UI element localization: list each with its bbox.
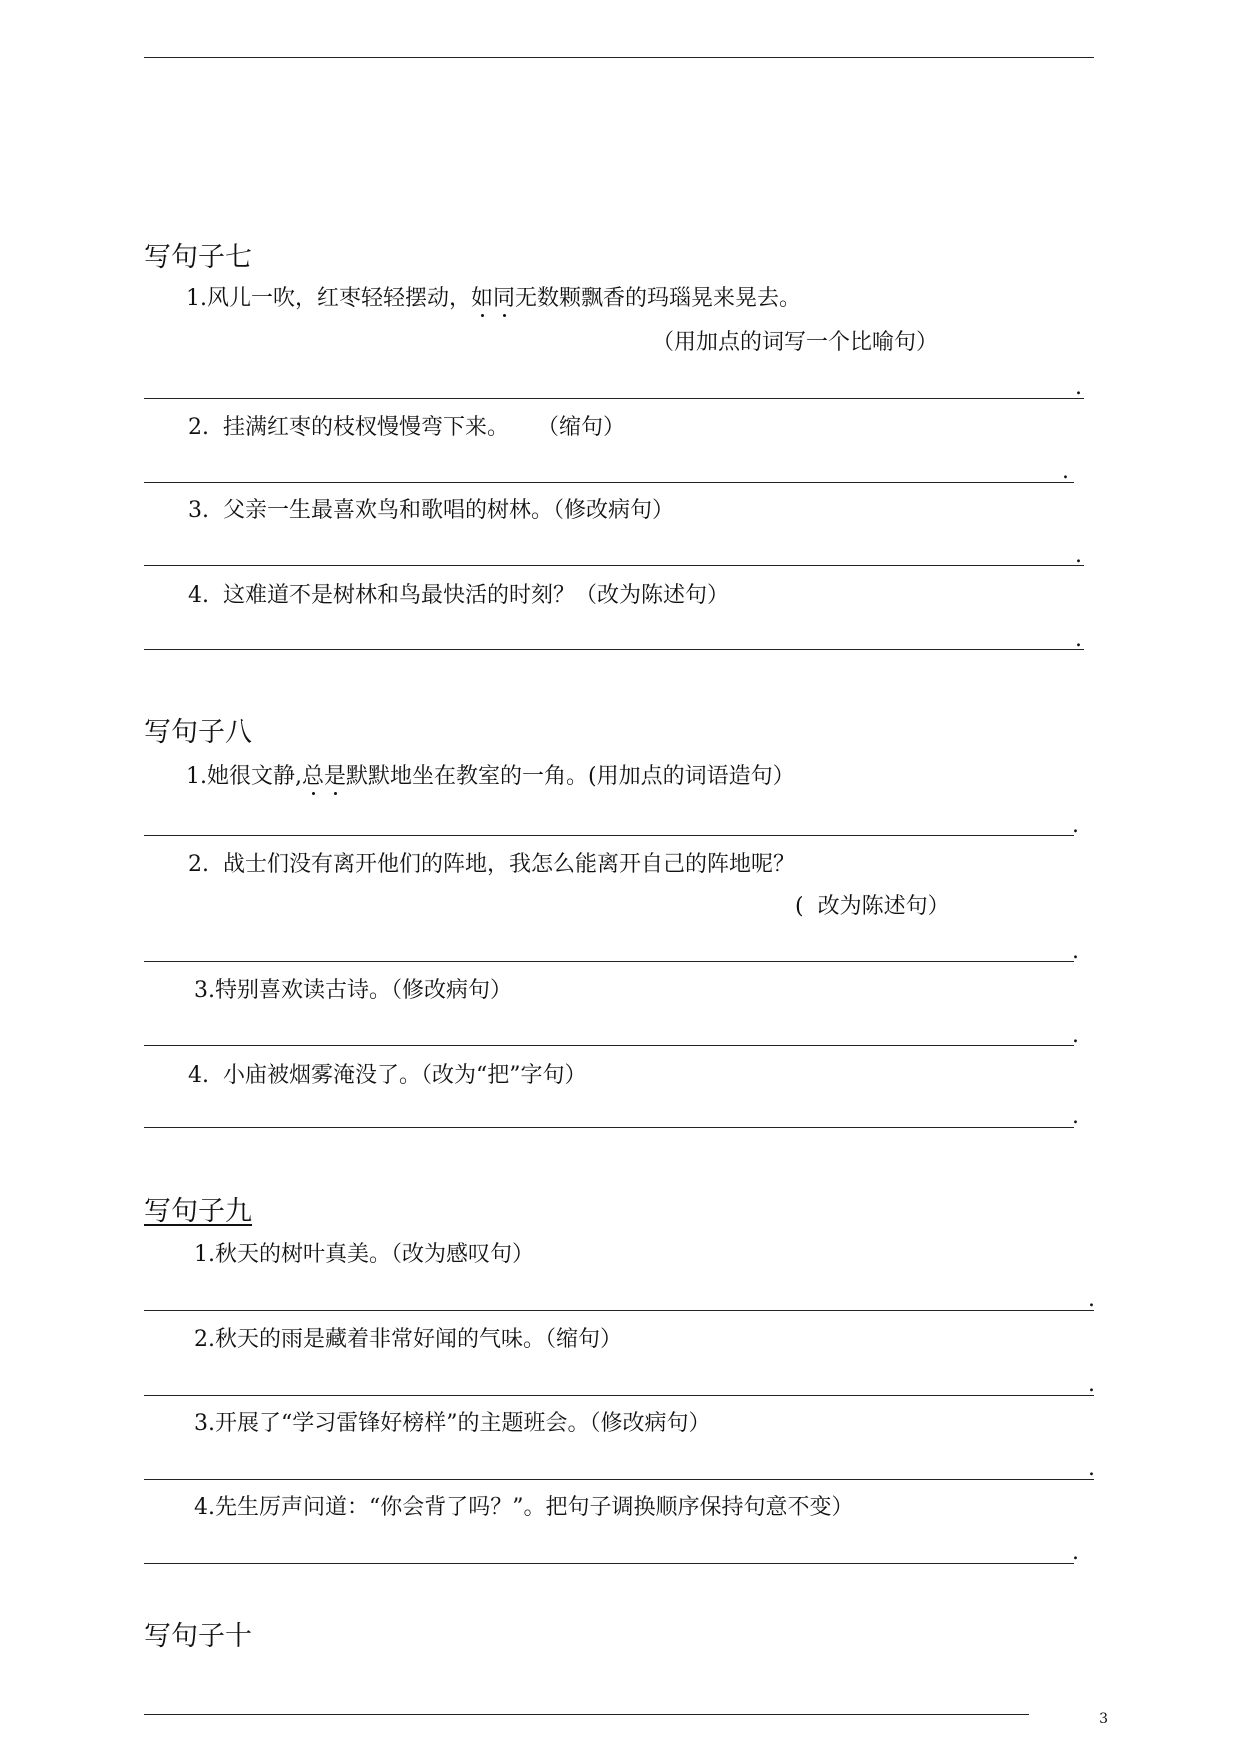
header-rule [144, 57, 1094, 58]
s9-q1-num: 1. [194, 1242, 215, 1267]
s9-q1-instruction: （改为感叹句） [391, 1242, 535, 1267]
s7-q2 [188, 413, 625, 443]
answer-end-mark: . [1075, 627, 1082, 652]
s7-q4-num: 4. [188, 583, 209, 608]
answer-end-mark: . [1062, 459, 1069, 484]
s9-q2-instruction: （缩句） [545, 1327, 623, 1352]
s9-q3-instruction: （修改病句） [589, 1411, 711, 1436]
answer-line [144, 1563, 1074, 1564]
s7-q4-text: 这难道不是树林和鸟最快活的时刻？ [223, 583, 576, 608]
s7-q1-post: 无数颗飘香的玛瑙晃来晃去。 [515, 286, 802, 311]
s8-q2-num: 2. [188, 852, 209, 877]
s8-q1-emph-2: 是 [324, 764, 347, 789]
answer-line [144, 482, 1074, 483]
s8-q1-post: 默默地坐在教室的一角。 [346, 764, 589, 789]
answer-line [144, 961, 1074, 962]
answer-line [144, 1310, 1094, 1311]
answer-line [144, 1479, 1094, 1480]
s7-q1-emph-2: 同 [493, 286, 516, 311]
answer-end-mark: . [1075, 543, 1082, 568]
answer-end-mark: . [1072, 1540, 1079, 1565]
s8-q1-emph-1: 总 [302, 764, 325, 789]
section-10-title: 写句子十 [144, 1621, 252, 1652]
s7-q1 [186, 284, 801, 314]
s9-q3-num: 3. [194, 1411, 215, 1436]
answer-line [144, 649, 1084, 650]
s8-q4-num: 4. [188, 1063, 209, 1088]
answer-end-mark: . [1088, 1287, 1095, 1312]
s7-q3 [188, 496, 674, 526]
s7-q3-num: 3. [188, 498, 209, 523]
s8-q3-num: 3. [194, 978, 215, 1003]
s8-q1-instruction: (用加点的词语造句） [588, 764, 795, 789]
answer-end-mark: . [1072, 1023, 1079, 1048]
s8-q1-num: 1. [186, 764, 207, 789]
footer-rule [144, 1714, 1029, 1715]
s8-q2-text: 战士们没有离开他们的阵地，我怎么能离开自己的阵地呢？ [223, 852, 796, 877]
s8-q4 [188, 1061, 587, 1091]
answer-end-mark: . [1088, 1372, 1095, 1397]
s7-q1-instruction: （用加点的词写一个比喻句） [652, 330, 939, 355]
section-9-title: 写句子九 [144, 1196, 252, 1227]
section-8-title: 写句子八 [144, 717, 252, 748]
s9-q3-text: 开展了“学习雷锋好榜样”的主题班会。 [215, 1411, 590, 1436]
s8-q4-instruction: （改为“把”字句） [421, 1063, 587, 1088]
s8-q4-text: 小庙被烟雾淹没了。 [223, 1063, 422, 1088]
s8-q1 [186, 762, 795, 792]
page-number: 3 [1099, 1711, 1108, 1727]
s7-q4 [188, 581, 729, 611]
s8-q2-instruction: ( 改为陈述句） [795, 894, 950, 919]
answer-line [144, 1045, 1074, 1046]
s9-q3 [194, 1409, 711, 1439]
s7-q1-num: 1. [186, 286, 207, 311]
answer-line [144, 398, 1084, 399]
s7-q3-instruction: （修改病句） [553, 498, 675, 523]
s7-q2-text: 挂满红枣的枝杈慢慢弯下来。 [223, 415, 510, 440]
section-7-title: 写句子七 [144, 242, 252, 273]
answer-end-mark: . [1088, 1456, 1095, 1481]
s7-q4-instruction: （改为陈述句） [575, 583, 730, 608]
answer-line [144, 565, 1084, 566]
answer-line [144, 1127, 1074, 1128]
answer-end-mark: . [1075, 375, 1082, 400]
s8-q2 [188, 850, 795, 880]
answer-line [144, 835, 1074, 836]
s9-q4-text: 先生厉声问道：“你会背了吗？”。把句子调换顺序保持句意不变） [215, 1495, 854, 1520]
answer-end-mark: . [1072, 939, 1079, 964]
s7-q2-num: 2. [188, 415, 209, 440]
s9-q2 [194, 1325, 622, 1355]
answer-end-mark: . [1072, 813, 1079, 838]
s8-q3-instruction: （修改病句） [391, 978, 513, 1003]
s7-q2-instruction: （缩句） [537, 415, 626, 440]
s8-q3-text: 特别喜欢读古诗。 [215, 978, 392, 1003]
s9-q4-num: 4. [194, 1495, 215, 1520]
answer-line [144, 1395, 1094, 1396]
s9-q2-text: 秋天的雨是藏着非常好闻的气味。 [215, 1327, 546, 1352]
s9-q1-text: 秋天的树叶真美。 [215, 1242, 392, 1267]
s8-q3 [194, 976, 512, 1006]
s9-q2-num: 2. [194, 1327, 215, 1352]
s7-q1-emph-1: 如 [471, 286, 494, 311]
s9-q4 [194, 1493, 854, 1523]
s8-q1-pre: 她很文静, [207, 764, 302, 789]
s9-q1 [194, 1240, 534, 1270]
s7-q1-pre: 风儿一吹，红枣轻轻摆动， [207, 286, 472, 311]
answer-end-mark: . [1072, 1104, 1079, 1129]
s7-q3-text: 父亲一生最喜欢鸟和歌唱的树林。 [223, 498, 554, 523]
